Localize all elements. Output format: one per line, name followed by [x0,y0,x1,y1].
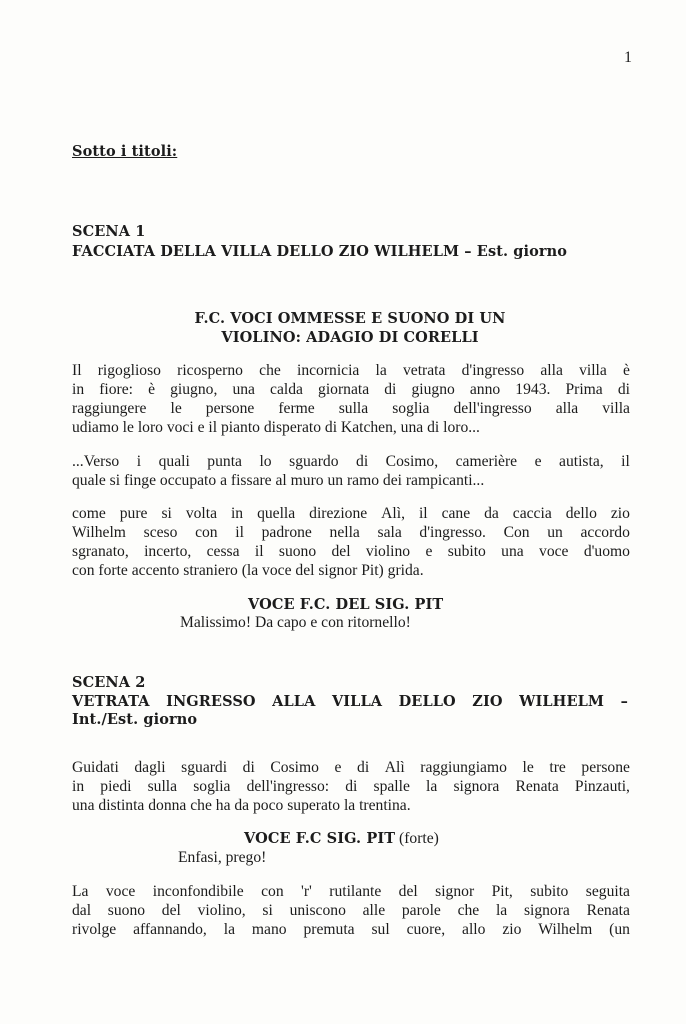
slug-word: WILHELM [519,693,605,710]
paragraph-line [72,901,630,920]
word: e [425,543,433,560]
paragraph-line [72,399,630,418]
word: calda [270,381,303,398]
word: è [623,362,630,379]
paragraph-line [72,882,630,901]
word: d'uomo [583,543,630,560]
word: Alì [384,759,405,776]
paragraph-line: con forte accento straniero (la voce del signor Pit) grida. [72,562,424,579]
word: giugno, [170,381,218,398]
word: la [223,921,236,938]
scene2-voice-line: Enfasi, prego! [178,849,267,866]
word: d'ingresso [461,362,525,379]
word: alla [555,400,579,417]
slug-word: VETRATA [72,693,150,710]
word: dell'ingresso [453,400,532,417]
word: sguardi [181,759,228,776]
word: sgranato, [72,543,129,560]
word: voce [105,883,136,900]
word: con [195,524,218,541]
word: rivolge [72,921,117,938]
word: alle [362,902,386,919]
slug-word: ALLA [272,693,316,710]
word: fiore: [99,381,134,398]
word: mano [251,921,287,938]
slug-word: DELLO [398,693,456,710]
word: Pinzauti, [574,778,630,795]
word: signora [523,902,570,919]
word: dell'ingresso: [246,778,330,795]
word: Guidati [72,759,119,776]
word: di [345,778,358,795]
word: soglia [392,400,430,417]
word: pure [119,505,148,522]
word: autista, [559,453,604,470]
voice-cue-label: VOCE F.C SIG. PIT [244,830,396,847]
scene2-label: SCENA 2 [72,674,146,691]
word: allo [462,921,486,938]
slug-word: VILLA [331,693,383,710]
scene1-offscreen-cue-line2: VIOLINO: ADAGIO DI CORELLI [221,329,479,346]
word: in [72,381,85,398]
word: d'ingresso. [419,524,486,541]
slug-word: INGRESSO [166,693,256,710]
word: che [259,362,281,379]
paragraph-line [72,380,630,399]
word: del [398,883,418,900]
word: il [621,453,630,470]
word: le [170,400,182,417]
word: sul [371,921,390,938]
word: raggiungiamo [420,759,507,776]
word: Cosimo [270,759,319,776]
word: vetrata [403,362,446,379]
titles-heading: Sotto i titoli: [72,143,178,160]
scene1-paragraph-3 [72,504,630,580]
paragraph-line [72,504,630,523]
scene2-slugline-line2: Int./Est. giorno [72,711,198,728]
scene1-voice-line: Malissimo! Da capo e con ritornello! [180,614,411,631]
word: direzione [309,505,368,522]
word: soglia [193,778,231,795]
word: si [161,505,172,522]
word: in [72,778,85,795]
word: il [235,524,244,541]
word: inconfondibile [152,883,244,900]
word: Prima [565,381,603,398]
word: alla [540,362,563,379]
word: sulla [338,400,369,417]
word: nella [329,524,360,541]
word: anno [469,381,501,398]
word: persone [205,400,255,417]
word: in [230,505,244,522]
word: piedi [100,778,132,795]
word: di [357,759,370,776]
voice-cue-note: (forte) [399,830,439,847]
word: ricosperno [177,362,243,379]
word: violino [365,543,411,560]
paragraph-line: quale si finge occupato a fissare al muro un ramo dei rampicanti... [72,472,485,489]
word: ferme [278,400,315,417]
word: come [72,505,106,522]
word: dal [72,902,92,919]
word: signora [453,778,500,795]
word: cane [441,505,471,522]
word: giugno [411,381,455,398]
word: punta [207,453,242,470]
word: Il [72,362,82,379]
word: La [72,883,89,900]
word: camerière [455,453,518,470]
word: si [262,902,273,919]
word: sguardo [289,453,339,470]
word: subito [530,883,569,900]
word: una [232,381,255,398]
paragraph-line [72,452,630,471]
word: Con [503,524,530,541]
slug-word: ZIO [472,693,503,710]
word: accordo [580,524,630,541]
word: sceso [143,524,178,541]
word: villa [602,400,630,417]
word: parole [401,902,441,919]
word: con [261,883,284,900]
word: incornicia [297,362,360,379]
word: di [356,453,369,470]
word: che [457,902,480,919]
paragraph-line: udiamo le loro voci e il pianto disperato di Katchen, una di loro... [72,419,480,436]
scene2-voice-cue [244,829,439,848]
word: violino, [197,902,246,919]
paragraph-line [72,777,630,796]
page-number: 1 [624,49,632,66]
scene1-slugline: FACCIATA DELLA VILLA DELLO ZIO WILHELM – Est. giorno [72,243,568,260]
word: è [148,381,156,398]
word: cuore, [406,921,446,938]
word: ...Verso [72,453,120,470]
word: rutilante [329,883,382,900]
word: 'r' [301,883,312,900]
scene1-label: SCENA 1 [72,223,146,240]
word: e [534,453,542,470]
word: Wilhelm [72,524,126,541]
word: la [375,362,387,379]
word: suono [107,902,146,919]
word: il [418,505,428,522]
scene1-paragraph-1 [72,361,630,437]
word: giornata [318,381,370,398]
word: dagli [134,759,166,776]
word: Cosimo, [385,453,439,470]
word: Pit, [491,883,513,900]
word: Wilhelm [538,921,593,938]
word: e [334,759,342,776]
word: di [617,381,630,398]
word: signor [435,883,475,900]
word: (un [609,921,630,938]
word: Renata [586,902,630,919]
word: caccia [512,505,552,522]
word: un [547,524,563,541]
scene2-slugline [72,692,628,711]
word: da [484,505,499,522]
word: persone [581,759,630,776]
word: villa [579,362,607,379]
word: una [501,543,524,560]
word: quali [158,453,190,470]
word: affannando, [133,921,207,938]
word: lo [259,453,272,470]
word: suono [278,543,317,560]
word: incerto, [144,543,192,560]
word: zio [610,505,630,522]
word: sala [377,524,402,541]
word: sulla [147,778,178,795]
word: Renata [515,778,559,795]
word: rigoglioso [97,362,161,379]
paragraph-line [72,920,630,939]
scene1-voice-cue: VOCE F.C. DEL SIG. PIT [248,596,444,613]
word: cessa [206,543,240,560]
word: seguita [585,883,630,900]
word: padrone [261,524,312,541]
word: il [254,543,264,560]
word: spalle [373,778,410,795]
scene2-paragraph-1 [72,758,630,815]
scene1-paragraph-2 [72,452,630,490]
slug-word: – [620,693,628,710]
word: raggiungere [72,400,147,417]
word: 1943. [515,381,551,398]
word: subito [447,543,486,560]
word: di [242,759,255,776]
paragraph-line [72,361,630,380]
word: la [495,902,508,919]
scene2-paragraph-2 [72,882,630,939]
word: del [161,902,181,919]
word: quella [257,505,296,522]
word: uniscono [289,902,346,919]
word: del [331,543,351,560]
word: di [384,381,397,398]
word: i [136,453,142,470]
paragraph-line: una distinta donna che ha da poco superato la trentina. [72,797,411,814]
paragraph-line [72,758,630,777]
word: zio [502,921,522,938]
word: le [522,759,534,776]
scene1-offscreen-cue-line1: F.C. VOCI OMMESSE E SUONO DI UN [194,310,506,327]
scene2-slugline-words [72,692,628,711]
word: la [426,778,438,795]
word: tre [549,759,566,776]
word: dello [565,505,597,522]
word: volta [185,505,217,522]
word: voce [539,543,569,560]
word: Alì, [381,505,405,522]
paragraph-line [72,542,630,561]
word: premuta [303,921,355,938]
paragraph-line [72,523,630,542]
